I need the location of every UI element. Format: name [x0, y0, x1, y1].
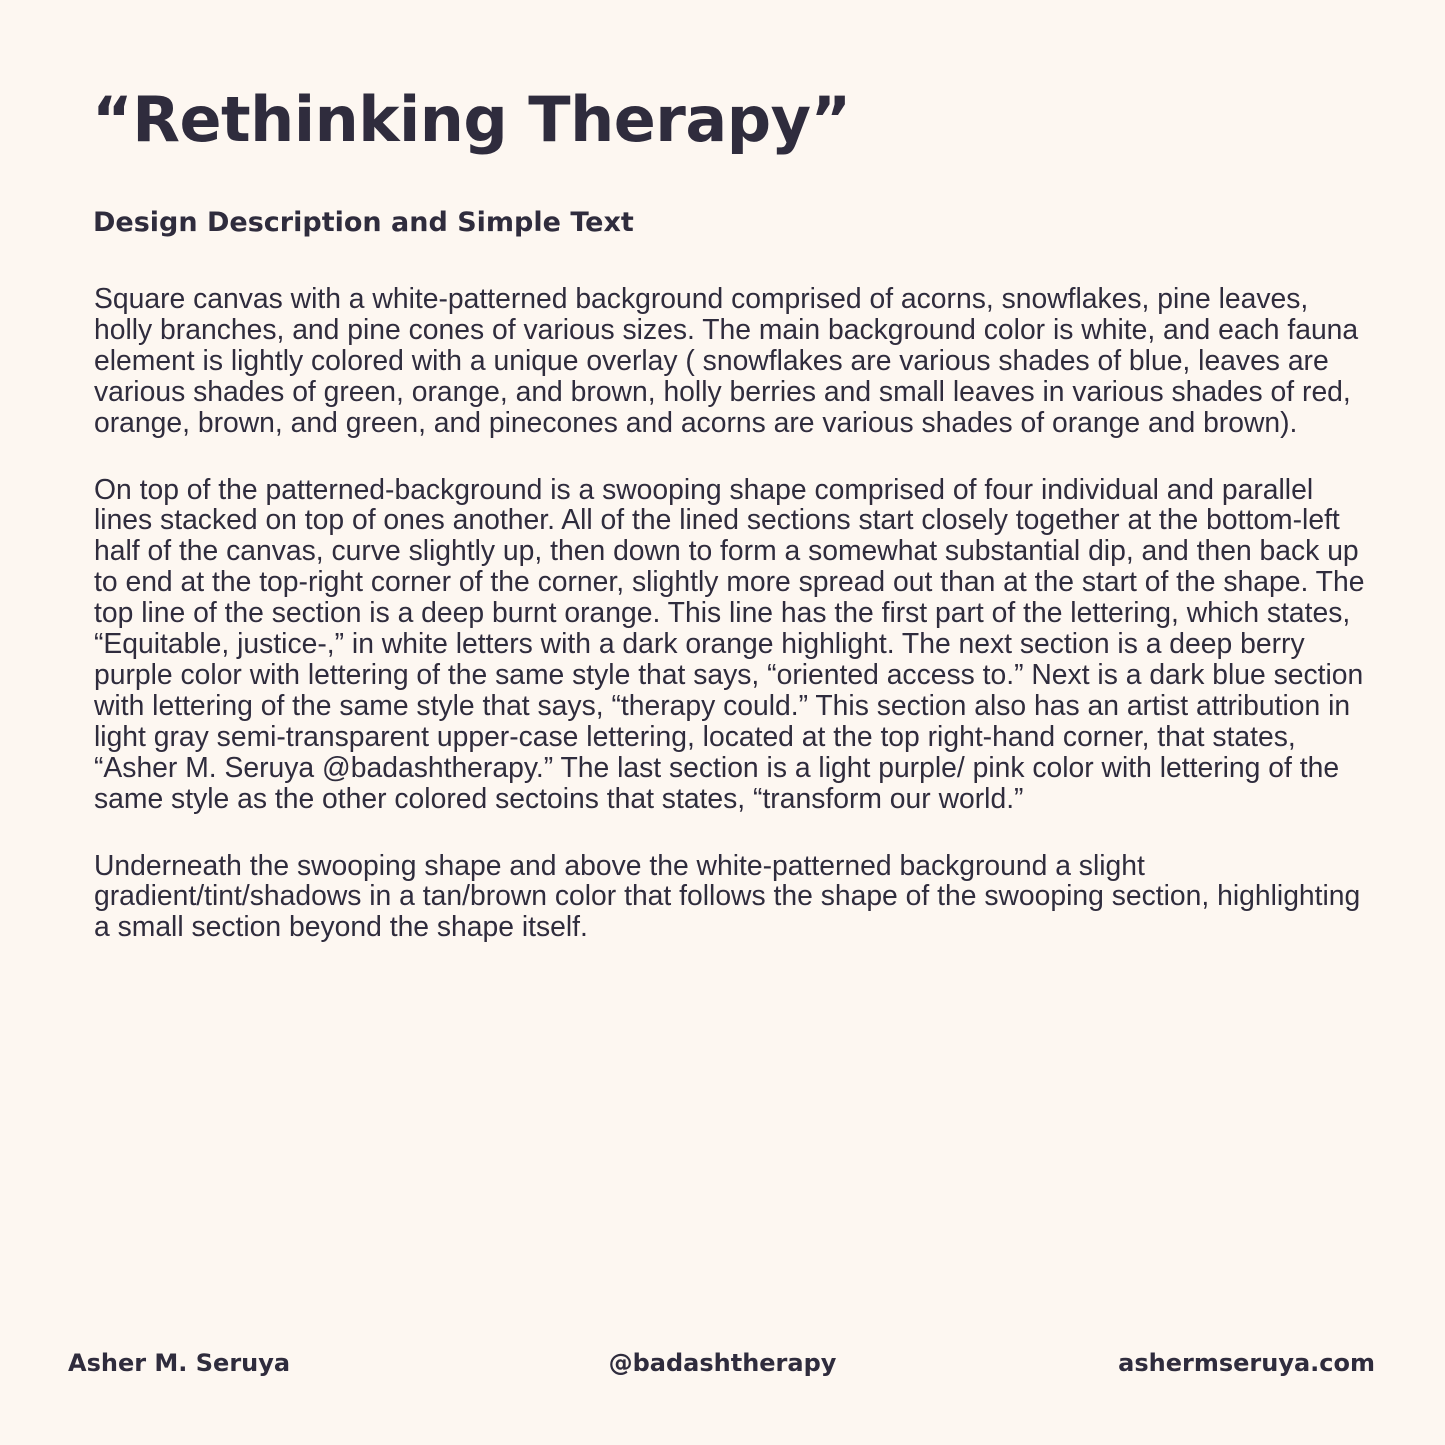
footer-author-name: Asher M. Seruya [68, 1349, 291, 1377]
paragraph-swooping-shape: On top of the patterned-background is a swooping shape comprised of four individual and parallel lines stacked on top of ones another. All of the lined sections start closely together at the bottom-left half of the canvas, curve slightly up, then down to form a somewhat substantial dip, and then back up to end at the top-right corner of the corner, slightly more spread out than at the start of the shape. The top line of the section is a deep burnt orange. This line has the first part of the lettering, which states, “Equitable, justice-,” in white letters with a dark orange highlight. The next section is a deep berry purple color with lettering of the same style that says, “oriented access to.” Next is a dark blue section with lettering of the same style that says, “therapy could.” This section also has an artist attribution in light gray semi-transparent upper-case lettering, located at the top right-hand corner, that states, “Asher M. Seruya @badashtherapy.” The last section is a light purple/ pink color with lettering of the same style as the other colored sectoins that states, “transform our world.” [94, 472, 1365, 814]
section-subtitle: Design Description and Simple Text [93, 207, 634, 238]
paragraph-background: Square canvas with a white-patterned background comprised of acorns, snowflakes, pine leaves, holly branches, and pine cones of various sizes. The main background color is white, and each fauna element is lightly colored with a unique overlay ( snowflakes are various shades of blue, leaves are various shades of green, orange, and brown, holly berries and small leaves in various shades of red, orange, brown, and green, and pinecones and acorns are various shades of orange and brown). [94, 282, 1359, 438]
page-title: “Rethinking Therapy” [92, 83, 851, 156]
footer-website: ashermseruya.com [1118, 1349, 1375, 1377]
paragraph-shadow: Underneath the swooping shape and above the white-patterned background a slight gradient/tint/shadows in a tan/brown color that follows the shape of the swooping section, highlighting a small section beyond the shape itself. [94, 848, 1361, 943]
description-body [94, 283, 1374, 978]
footer-social-handle: @badashtherapy [608, 1349, 837, 1377]
